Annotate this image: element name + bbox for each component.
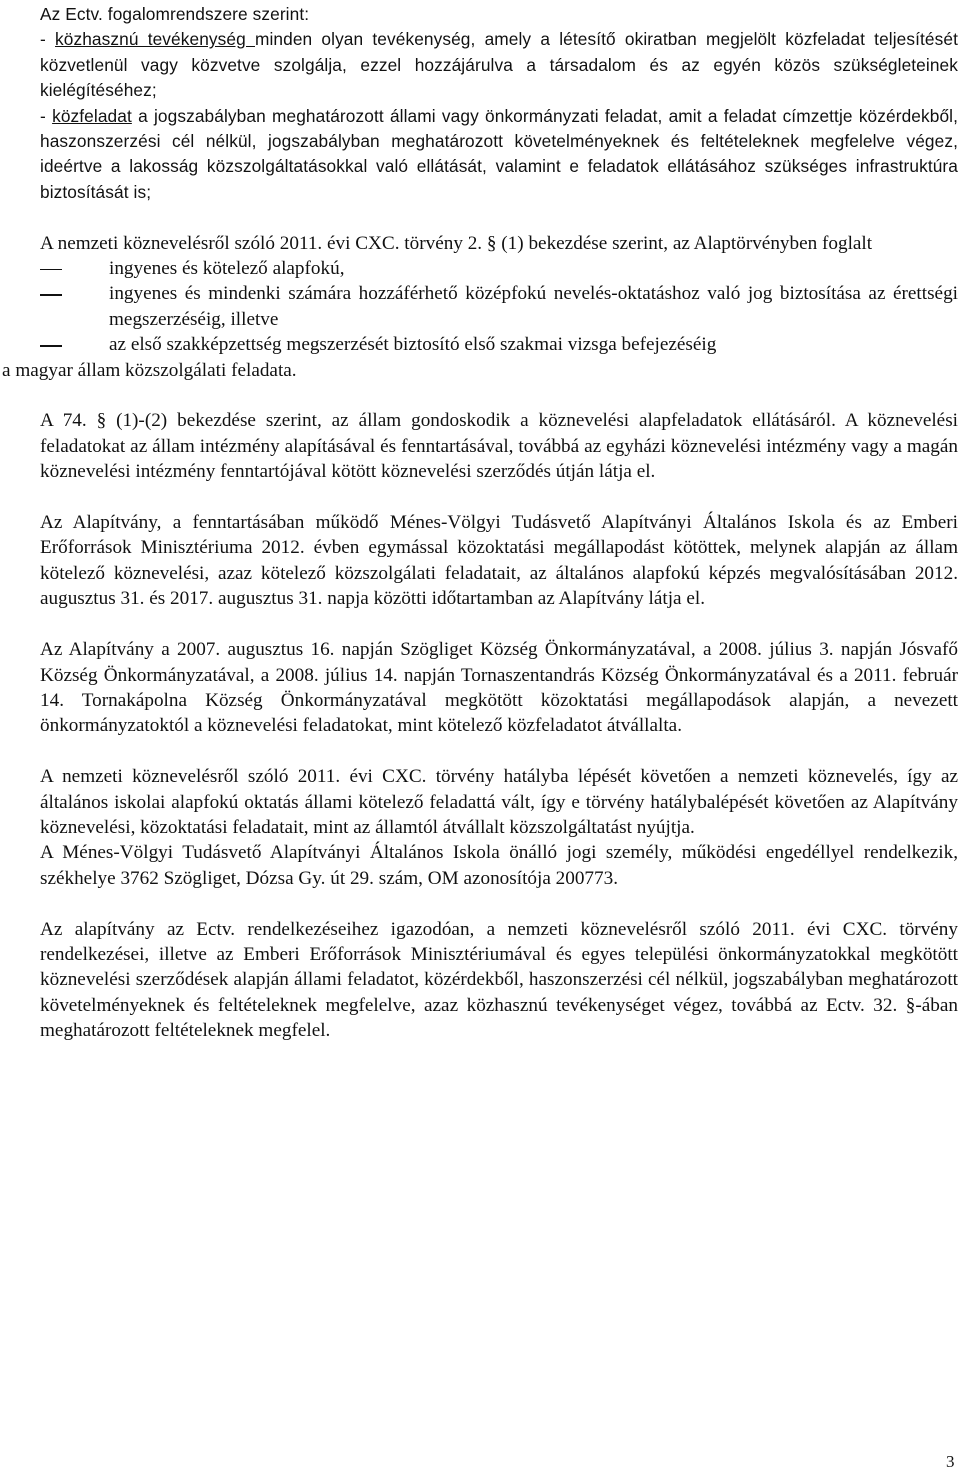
dash-bullet-icon: [40, 256, 109, 281]
list-item: [40, 256, 958, 281]
paragraph-nkt-effect: A nemzeti köznevelésről szóló 2011. évi CXC. törvény hatályba lépését követően a nemzeti köznevelés, így az általános iskolai alapfokú oktatás állami kötelező feladattá vált, így e törvény hatálybalépését követően az Alapítvány köznevelési, közoktatási feladatait, mint az államtól átvállalt közszolgáltatást nyújtja.: [40, 766, 958, 838]
document-page: [2, 0, 958, 1044]
list-item-text: ingyenes és mindenki számára hozzáférhető középfokú nevelés-oktatáshoz való jog biztosítása az érettségi megszerzéséig, illetve: [109, 283, 958, 330]
list-item-text: ingyenes és kötelező alapfokú,: [109, 258, 345, 280]
ectv-intro: Az Ectv. fogalomrendszere szerint:: [40, 4, 310, 24]
dash-bullet-icon: [40, 332, 109, 357]
term-kozhasznu: közhasznú tevékenység: [55, 29, 255, 50]
nkt-outro-paragraph: a magyar állam közszolgálati feladata.: [2, 359, 297, 381]
paragraph-conclusion: Az alapítvány az Ectv. rendelkezéseihez igazodóan, a nemzeti köznevelésről szóló 2011. évi CXC. törvény rendelkezései, illetve az Emberi Erőforrások Minisztériumával és egyes települési önkormányzatokkal megkötött köznevelési szerződések alapján állami feladatot, közérdekből, haszonszerzési cél nélkül, jogszabályban meghatározott követelményeknek és feltételeknek megfelelve, azaz közhasznú tevékenységet végez, továbbá az Ectv. 32. §-ában meghatározott feltételeknek megfelel.: [40, 918, 958, 1042]
spacer: [40, 485, 958, 510]
spacer: [40, 612, 958, 637]
definition-prefix: -: [40, 105, 53, 126]
spacer: [40, 383, 958, 408]
definition-kozfeladat: [40, 104, 958, 206]
definition-kozhasznu-text: minden olyan tevékenység, amely a létesítő okiratban megjelölt közfeladat teljesítését közvetlenül vagy közvetve szolgálja, ezzel hozzájárulva a társadalom és az egyén közös szükségleteinek kielégítéséhez;: [40, 29, 958, 101]
list-item-text: az első szakképzettség megszerzését biztosító első szakmai vizsga befejezéséig: [109, 334, 717, 356]
nkt-intro-paragraph: A nemzeti köznevelésről szóló 2011. évi CXC. törvény 2. § (1) bekezdése szerint, az Alaptörvényben foglalt: [40, 232, 873, 254]
spacer: [40, 891, 958, 916]
paragraph-section-74: A 74. § (1)-(2) bekezdése szerint, az állam gondoskodik a köznevelési alapfeladatok ellátásáról. A köznevelési feladatokat az állam intézmény alapításával és fenntartásával, továbbá az egyházi köznevelési intézmény vagy a magán köznevelési intézmény fenntartójával kötött köznevelési szerződés útján látja el.: [40, 410, 958, 483]
spacer: [40, 739, 958, 764]
definition-kozfeladat-text: a jogszabályban meghatározott állami vagy önkormányzati feladat, amit a feladat címzettje közérdekből, haszonszerzési cél nélkül, jogszabályban meghatározott követelményeknek és feltételeknek megfelelve végez, ideértve a lakosság közszolgáltatásokkal való ellátását, valamint e feladatok ellátásához szükséges infrastruktúra biztosítását is;: [40, 105, 958, 202]
spacer: [40, 205, 958, 230]
definition-prefix: -: [40, 29, 56, 50]
term-kozfeladat: közfeladat: [52, 105, 132, 126]
list-item: [40, 281, 958, 332]
definition-kozhasznu: [40, 27, 958, 103]
paragraph-school-identity: A Ménes-Völgyi Tudásvető Alapítványi Általános Iskola önálló jogi személy, működési engedéllyel rendelkezik, székhelye 3762 Szögliget, Dózsa Gy. út 29. szám, OM azonosítója 200773.: [40, 842, 958, 889]
paragraph-municipal-agreements: Az Alapítvány a 2007. augusztus 16. napján Szögliget Község Önkormányzatával, a 2008. július 3. napján Jósvafő Község Önkormányzatával, a 2008. július 14. napján Tornaszentandrás Község Önkormányzatával és a 2011. február 14. Tornakápolna Község Önkormányzatával megkötött közoktatási megállapodások alapján, a nevezett önkormányzatoktól a köznevelési feladatokat, mint kötelező közfeladatot átvállalta.: [40, 639, 958, 737]
paragraph-agreement-2012: Az Alapítvány, a fenntartásában működő Ménes-Völgyi Tudásvető Alapítványi Általános Iskola és az Emberi Erőforrások Minisztériuma 2012. évben egymással közoktatási megállapodást kötöttek, melynek alapján az állam kötelező köznevelési, azaz kötelező közszolgálati feladatait, az általános alapfokú képzés megvalósításában 2012. augusztus 31. és 2017. augusztus 31. napja közötti időtartamban az Alapítvány látja el.: [40, 512, 958, 610]
list-item: [40, 332, 958, 357]
page-number: 3: [946, 1452, 955, 1471]
dash-bullet-icon: [40, 281, 109, 306]
